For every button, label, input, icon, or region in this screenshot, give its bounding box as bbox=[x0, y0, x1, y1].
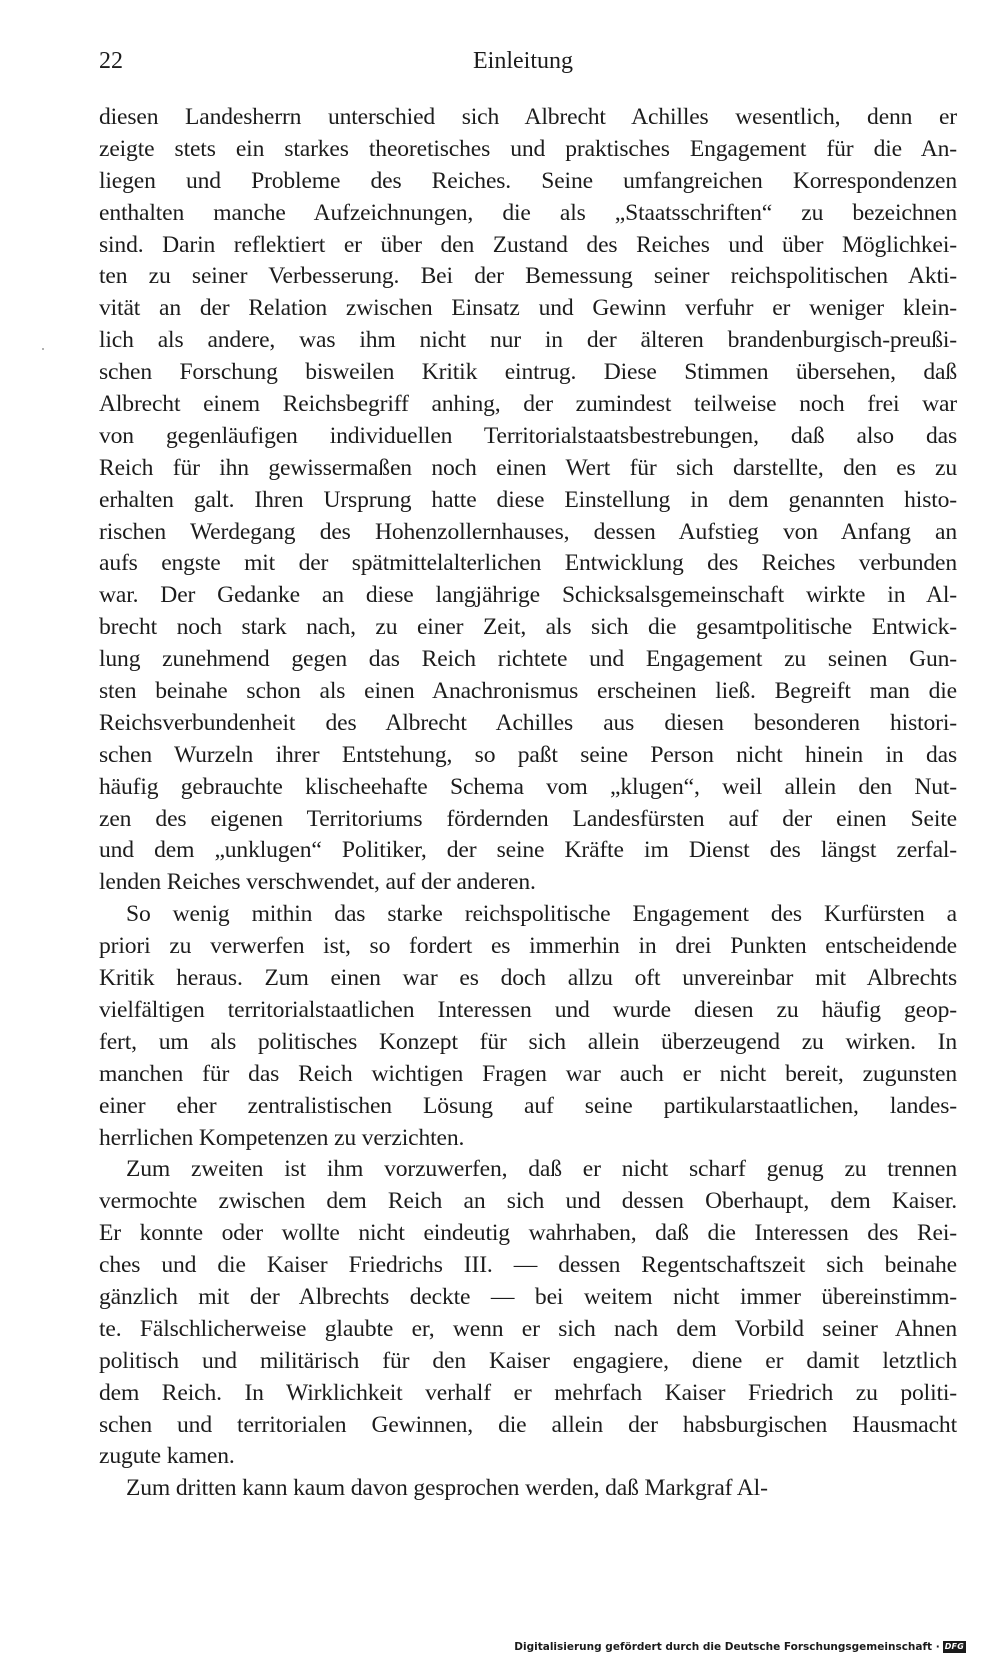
text-line: gänzlich mit der Albrechts deckte — bei weitem nicht immer übereinstimm- bbox=[99, 1283, 957, 1310]
text-line: brecht noch stark nach, zu einer Zeit, als sich die gesamtpolitische Entwick- bbox=[99, 614, 957, 641]
text-line: Er konnte oder wollte nicht eindeutig wahrhaben, daß die Interessen des Rei- bbox=[99, 1220, 957, 1247]
text-line: häufig gebrauchte klischeehafte Schema vom „klugen“, weil allein den Nut- bbox=[99, 773, 957, 800]
text-line: Zum dritten kann kaum davon gesprochen werden, daß Markgraf Al- bbox=[126, 1475, 768, 1502]
text-line: te. Fälschlicherweise glaubte er, wenn er sich nach dem Vorbild seiner Ahnen bbox=[99, 1315, 957, 1342]
dfg-logo: DFG bbox=[944, 1642, 964, 1651]
text-line: diesen Landesherrn unterschied sich Albrecht Achilles wesentlich, denn er bbox=[99, 104, 957, 130]
text-line: zugute kamen. bbox=[99, 1443, 235, 1470]
paragraph bbox=[99, 1154, 957, 1473]
paragraph bbox=[99, 1473, 957, 1505]
text-line: einer eher zentralistischen Lösung auf seine partikularstaatlichen, landes- bbox=[99, 1092, 957, 1119]
text-line: zen des eigenen Territoriums fördernden Landesfürsten auf der einen Seite bbox=[99, 805, 957, 832]
text-line: sind. Darin reflektiert er über den Zustand des Reiches und über Möglichkei- bbox=[99, 231, 957, 258]
footer-credit bbox=[514, 1641, 966, 1653]
text-line: Zum zweiten ist ihm vorzuwerfen, daß er nicht scharf genug zu trennen bbox=[126, 1156, 957, 1183]
running-title: Einleitung bbox=[473, 48, 573, 74]
text-line: Albrecht einem Reichsbegriff anhing, der zumindest teilweise noch frei war bbox=[99, 391, 957, 418]
text-line: lich als andere, was ihm nicht nur in der älteren brandenburgisch-preußi- bbox=[99, 327, 957, 354]
text-line: herrlichen Kompetenzen zu verzichten. bbox=[99, 1124, 465, 1151]
text-line: ches und die Kaiser Friedrichs III. — dessen Regentschaftszeit sich beinahe bbox=[99, 1252, 957, 1279]
text-line: und dem „unklugen“ Politiker, der seine Kräfte im Dienst des längst zerfal- bbox=[99, 837, 957, 864]
scan-mark bbox=[42, 348, 44, 350]
paragraph bbox=[99, 899, 957, 1154]
text-line: rischen Werdegang des Hohenzollernhauses, dessen Aufstieg von Anfang an bbox=[99, 518, 957, 545]
text-line: erhalten galt. Ihren Ursprung hatte diese Einstellung in dem genannten histo- bbox=[99, 486, 957, 513]
text-line: Reich für ihn gewissermaßen noch einen Wert für sich darstellte, den es zu bbox=[99, 454, 957, 481]
text-line: lenden Reiches verschwendet, auf der anderen. bbox=[99, 869, 536, 896]
text-line: politisch und militärisch für den Kaiser engagiere, diene er damit letztlich bbox=[99, 1347, 957, 1374]
text-line: vität an der Relation zwischen Einsatz und Gewinn verfuhr er weniger klein- bbox=[99, 295, 957, 322]
text-line: Kritik heraus. Zum einen war es doch allzu oft unvereinbar mit Albrechts bbox=[99, 965, 957, 992]
text-line: ten zu seiner Verbesserung. Bei der Bemessung seiner reichspolitischen Akti- bbox=[99, 263, 957, 290]
text-line: fert, um als politisches Konzept für sich allein überzeugend zu wirken. In bbox=[99, 1028, 957, 1055]
page-header bbox=[99, 44, 947, 78]
text-line: zeigte stets ein starkes theoretisches und praktisches Engagement für die An- bbox=[99, 135, 957, 162]
text-line: schen und territorialen Gewinnen, die allein der habsburgischen Hausmacht bbox=[99, 1411, 957, 1438]
text-line: dem Reich. In Wirklichkeit verhalf er mehrfach Kaiser Friedrich zu politi- bbox=[99, 1379, 957, 1406]
text-line: liegen und Probleme des Reiches. Seine umfangreichen Korrespondenzen bbox=[99, 167, 957, 194]
body-text bbox=[99, 102, 957, 1505]
text-line: sten beinahe schon als einen Anachronismus erscheinen ließ. Begreift man die bbox=[99, 678, 957, 705]
text-line: aufs engste mit der spätmittelalterlichen Entwicklung des Reiches verbunden bbox=[99, 550, 957, 577]
text-line: Reichsverbundenheit des Albrecht Achilles aus diesen besonderen histori- bbox=[99, 709, 957, 736]
text-line: lung zunehmend gegen das Reich richtete und Engagement zu seinen Gun- bbox=[99, 646, 957, 673]
credit-text: Digitalisierung gefördert durch die Deutsche Forschungsgemeinschaft · bbox=[514, 1641, 940, 1653]
text-line: enthalten manche Aufzeichnungen, die als „Staatsschriften“ zu bezeichnen bbox=[99, 199, 957, 226]
text-line: vielfältigen territorialstaatlichen Interessen und wurde diesen zu häufig geop- bbox=[99, 996, 957, 1023]
text-line: So wenig mithin das starke reichspolitische Engagement des Kurfürsten a bbox=[126, 901, 957, 928]
text-line: manchen für das Reich wichtigen Fragen war auch er nicht bereit, zugunsten bbox=[99, 1060, 957, 1087]
text-line: schen Forschung bisweilen Kritik eintrug. Diese Stimmen übersehen, daß bbox=[99, 359, 957, 386]
page-number: 22 bbox=[99, 48, 123, 74]
text-line: vermochte zwischen dem Reich an sich und dessen Oberhaupt, dem Kaiser. bbox=[99, 1188, 957, 1215]
text-line: priori zu verwerfen ist, so fordert es immerhin in drei Punkten entscheidende bbox=[99, 933, 957, 960]
text-line: war. Der Gedanke an diese langjährige Schicksalsgemeinschaft wirkte in Al- bbox=[99, 582, 957, 609]
text-line: von gegenläufigen individuellen Territorialstaatsbestrebungen, daß also das bbox=[99, 422, 957, 449]
paragraph bbox=[99, 102, 957, 899]
text-line: schen Wurzeln ihrer Entstehung, so paßt seine Person nicht hinein in das bbox=[99, 741, 957, 768]
